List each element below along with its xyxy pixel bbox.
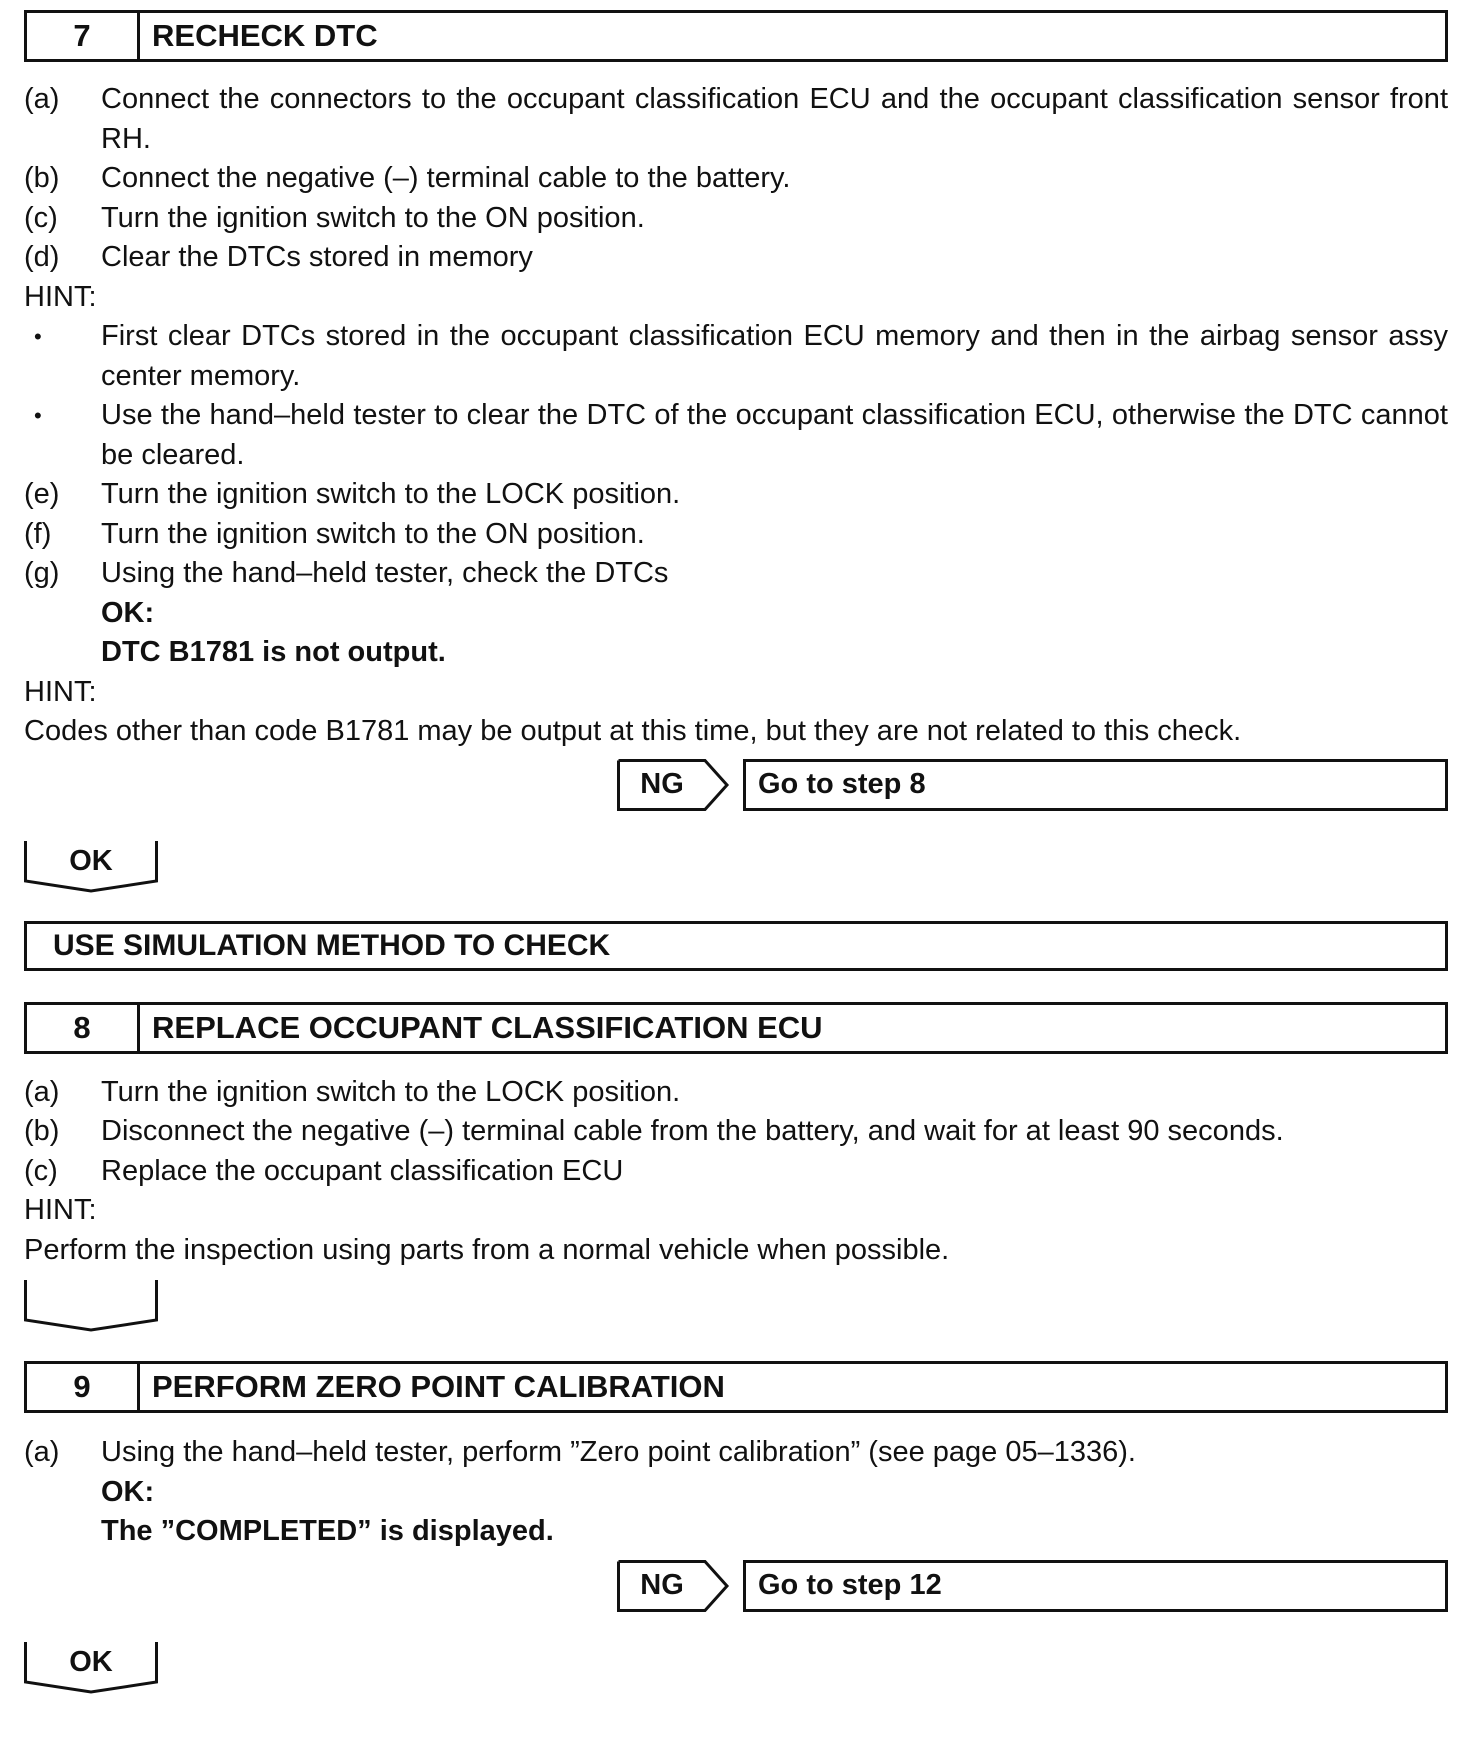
continue-tab: [24, 1280, 158, 1332]
ng-label: NG: [640, 1569, 684, 1601]
ng-label: NG: [640, 768, 684, 800]
step-9-header: [24, 1361, 1448, 1413]
hint-text: Codes other than code B1781 may be output at this time, but they are not related to this check.: [24, 715, 1242, 747]
hint-label: HINT:: [24, 675, 97, 708]
list-item: [24, 199, 1448, 239]
item-label: (a): [24, 83, 60, 115]
ok-heading: OK:: [101, 1475, 155, 1508]
item-label: (f): [24, 517, 52, 550]
list-item: [24, 1112, 1448, 1152]
item-text: Turn the ignition switch to the LOCK position.: [101, 478, 681, 510]
item-label: (c): [24, 1154, 58, 1187]
ok-result: DTC B1781 is not output.: [101, 636, 446, 668]
item-text: Connect the negative (–) terminal cable to the battery.: [101, 162, 791, 194]
ok-result: The ”COMPLETED” is displayed.: [101, 1515, 554, 1547]
step-number: 9: [27, 1364, 140, 1410]
item-text: Turn the ignition switch to the LOCK position.: [101, 1075, 681, 1108]
list-item: [24, 1433, 1448, 1473]
list-item: [24, 1073, 1448, 1113]
hint-label: HINT:: [24, 280, 97, 313]
item-text: Replace the occupant classification ECU: [101, 1154, 624, 1187]
list-item: [24, 80, 1448, 159]
ng-branch: [24, 759, 1448, 811]
list-item: [24, 1152, 1448, 1192]
go-to-step-12-link[interactable]: Go to step 12: [743, 1560, 1448, 1612]
item-label: (e): [24, 478, 60, 510]
step-8-header: [24, 1002, 1448, 1054]
step-number: 7: [27, 13, 140, 59]
go-to-step-8-link[interactable]: Go to step 8: [743, 759, 1448, 811]
simulation-method-box: USE SIMULATION METHOD TO CHECK: [24, 921, 1448, 971]
ng-arrow-box: [617, 1560, 730, 1612]
item-text: Turn the ignition switch to the ON position.: [101, 517, 645, 550]
list-item: [24, 238, 1448, 278]
item-label: (d): [24, 241, 60, 273]
ok-tab: [24, 841, 158, 893]
item-label: (b): [24, 162, 60, 194]
bullet-icon: •: [34, 324, 42, 349]
ok-tab: [24, 1642, 158, 1694]
step-title: PERFORM ZERO POINT CALIBRATION: [152, 1369, 725, 1404]
item-text: Clear the DTCs stored in memory: [101, 241, 533, 273]
list-item: [24, 515, 1448, 555]
bullet-text: Use the hand–held tester to clear the DTC of the occupant classification ECU, otherwise the DTC cannot be cleared.: [101, 399, 1448, 471]
bullet-icon: •: [34, 403, 42, 428]
item-label: (g): [24, 557, 60, 589]
item-label: (b): [24, 1115, 60, 1147]
ok-label: OK: [69, 1646, 113, 1678]
bullet-item: [24, 396, 1448, 475]
item-text: Disconnect the negative (–) terminal cable from the battery, and wait for at least 90 seconds.: [101, 1115, 1284, 1147]
ok-label: OK: [69, 845, 113, 877]
ok-heading: OK:: [101, 596, 155, 629]
step-title: REPLACE OCCUPANT CLASSIFICATION ECU: [152, 1009, 823, 1045]
item-label: (a): [24, 1075, 60, 1108]
item-text: Connect the connectors to the occupant classification ECU and the occupant classification sensor front RH.: [101, 83, 1448, 155]
item-text: Turn the ignition switch to the ON position.: [101, 201, 645, 234]
item-text: Using the hand–held tester, perform ”Zero point calibration” (see page 05–1336).: [101, 1436, 1136, 1468]
step-number: 8: [27, 1005, 140, 1051]
list-item: [24, 159, 1448, 199]
list-item: [24, 554, 1448, 594]
item-text: Using the hand–held tester, check the DTCs: [101, 557, 669, 589]
step-7-header: [24, 10, 1448, 62]
hint-label: HINT:: [24, 1194, 97, 1226]
item-label: (a): [24, 1436, 60, 1468]
hint-text: Perform the inspection using parts from a normal vehicle when possible.: [24, 1233, 950, 1266]
ng-branch: [24, 1560, 1448, 1612]
ng-arrow-box: [617, 759, 730, 811]
down-arrow-icon: [24, 1280, 158, 1332]
bullet-item: [24, 317, 1448, 396]
bullet-text: First clear DTCs stored in the occupant classification ECU memory and then in the airbag sensor assy center memory.: [101, 320, 1448, 392]
repair-manual-page: [24, 10, 1448, 1694]
step-title: RECHECK DTC: [152, 18, 378, 53]
item-label: (c): [24, 201, 58, 234]
list-item: [24, 475, 1448, 515]
